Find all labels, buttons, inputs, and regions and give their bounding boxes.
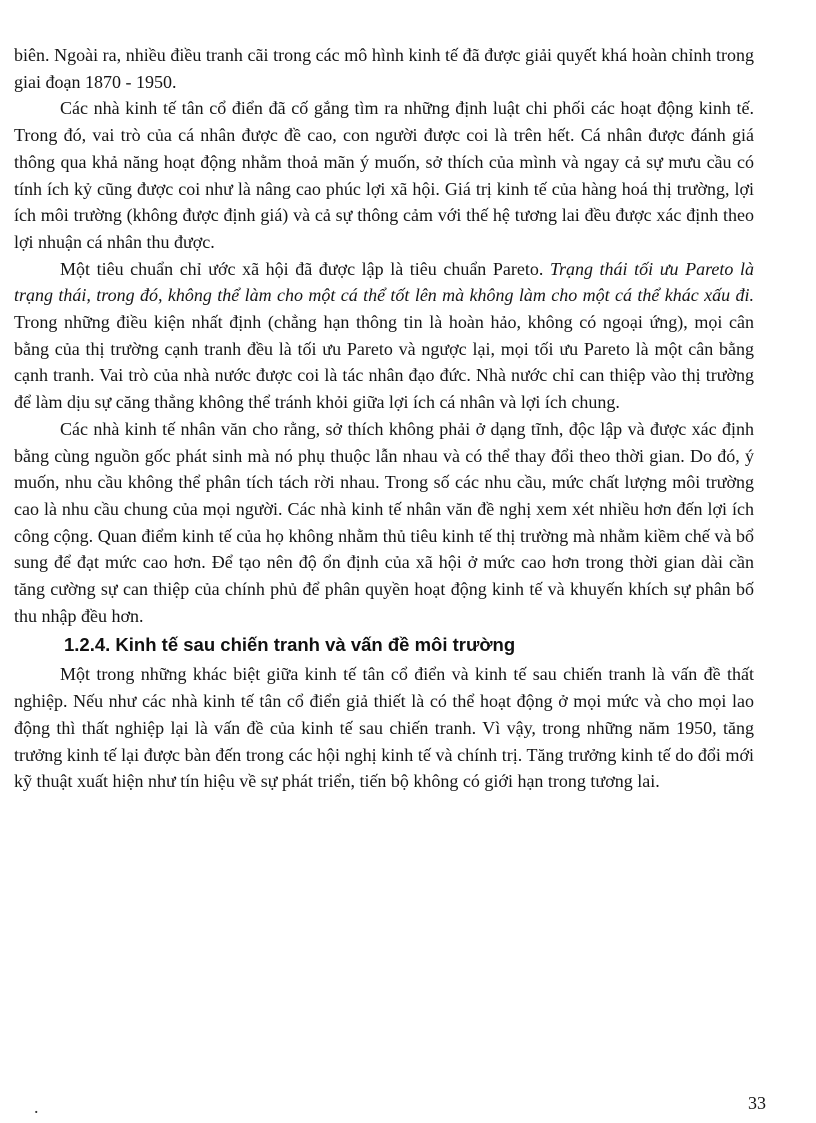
paragraph-humanist: Các nhà kinh tế nhân văn cho rằng, sở thích không phải ở dạng tĩnh, độc lập và được xác định bằng cùng nguồn gốc phát sinh mà nó phụ thuộc lẫn nhau và có thể thay đổi theo thời gian. Do đó, ý muốn, nhu cầu không thể phân tích tách rời nhau. Trong số các nhu cầu, mức chất lượng môi trường cao là nhu cầu chung của mọi người. Các nhà kinh tế nhân văn đề nghị xem xét nhiều hơn đến lợi ích công cộng. Quan điểm kinh tế của họ không nhằm thủ tiêu kinh tế thị trường mà nhằm kiềm chế và bổ sung để đạt mức cao hơn. Để tạo nên độ ổn định của xã hội ở mức cao hơn trong thời gian dài cần tăng cường sự can thiệp của chính phủ để phân quyền hoạt động kinh tế và khuyến khích sự phân bố thu nhập đều hơn.	[14, 418, 754, 626]
pareto-text-start: Một tiêu chuẩn chỉ ước xã hội đã được lập là tiêu chuẩn Pareto.	[60, 258, 550, 279]
paragraph-pareto	[14, 256, 754, 416]
margin-mark: .	[34, 1097, 39, 1117]
pareto-text-end: Trong những điều kiện nhất định (chẳng hạn thông tin là hoàn hảo, không có ngoại ứng), mọi cân bằng của thị trường cạnh tranh đều là tối ưu Pareto và ngược lại, mọi tối ưu Pareto là một cân bằng cạnh tranh. Vai trò của nhà nước được coi là tác nhân đạo đức. Nhà nước chỉ can thiệp vào thị trường để làm dịu sự căng thẳng không thể tránh khỏi giữa lợi ích cá nhân và lợi ích chung.	[14, 312, 754, 413]
section-heading: 1.2.4. Kinh tế sau chiến tranh và vấn đề môi trường	[64, 634, 516, 656]
paragraph-postwar: Một trong những khác biệt giữa kinh tế tân cổ điển và kinh tế sau chiến tranh là vấn đề thất nghiệp. Nếu như các nhà kinh tế tân cổ điển giả thiết là có thể hoạt động ở mọi mức và cho mọi lao động thì thất nghiệp lại là vấn đề của kinh tế sau chiến tranh. Vì vậy, trong những năm 1950, tăng trưởng kinh tế lại được bàn đến trong các hội nghị kinh tế và chính trị. Tăng trưởng kinh tế do đổi mới kỹ thuật xuất hiện như tín hiệu về sự phát triển, tiến bộ không có giới hạn trong tương lai.	[14, 664, 754, 792]
page-number: 33	[748, 1093, 766, 1113]
pareto-definition: Trạng thái tối ưu Pareto là trạng thái, trong đó, không thể làm cho một cá thể tốt lên mà không làm cho một cá thể khác xấu đi.	[14, 258, 754, 306]
paragraph-neoclassical: Các nhà kinh tế tân cổ điển đã cố gắng tìm ra những định luật chi phối các hoạt động kinh tế. Trong đó, vai trò của cá nhân được đề cao, con người được coi là trên hết. Cá nhân được đánh giá thông qua khả năng hoạt động nhằm thoả mãn ý muốn, sở thích của mình và ngay cả sự mưu cầu có tính ích kỷ cũng được coi như là nâng cao phúc lợi xã hội. Giá trị kinh tế của hàng hoá thị trường, lợi ích môi trường (không được định giá) và cả sự thông cảm với thế hệ tương lai đều được xác định theo lợi nhuận cá nhân thu được.	[14, 98, 754, 252]
paragraph-continuation: biên. Ngoài ra, nhiều điều tranh cãi trong các mô hình kinh tế đã được giải quyết khá hoàn chỉnh trong giai đoạn 1870 - 1950.	[14, 45, 754, 92]
page-body	[14, 42, 754, 795]
